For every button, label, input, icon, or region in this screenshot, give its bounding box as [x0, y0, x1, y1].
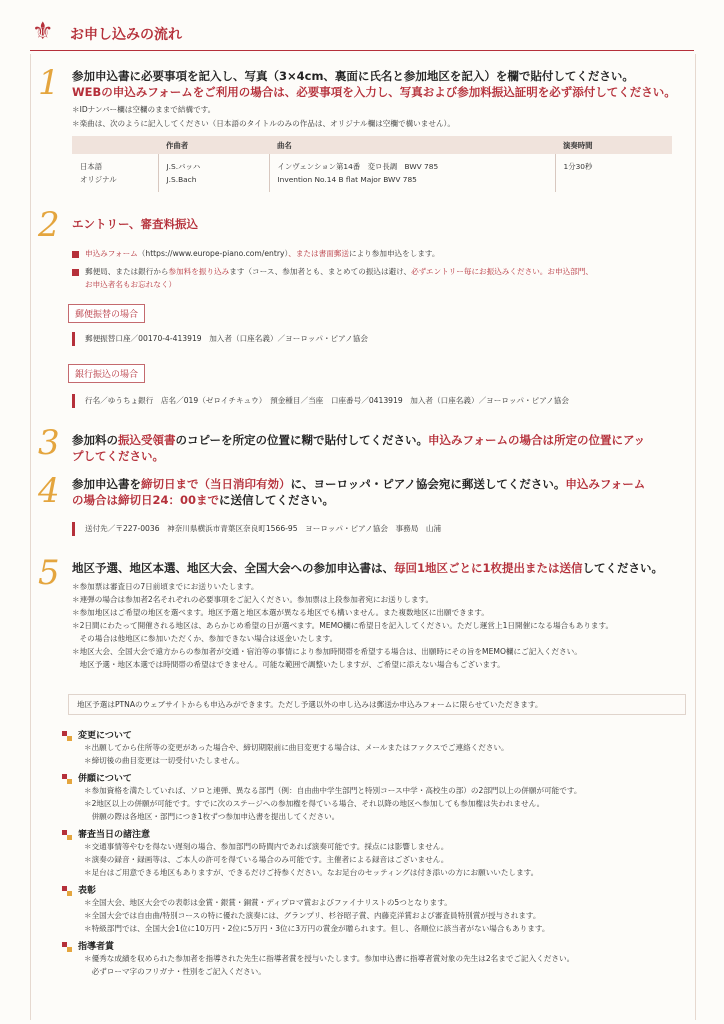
table-header-blank [72, 136, 158, 154]
step1-lead-b: WEBの申込みフォームをご利用の場合は、必要事項を入力し、写真および参加料振込証明を必ず添付してください。 [72, 85, 676, 99]
composer-original: J.S.Bach [166, 175, 197, 184]
section-exam-day-notes [62, 827, 692, 879]
section-heading: 審査当日の諸注意 [78, 830, 151, 840]
square-bullet-icon [62, 886, 72, 896]
list-item: ＊出願してから住所等の変更があった場合や、締切期限前に曲目変更する場合は、メールまたはファクスでご連絡ください。 [84, 743, 509, 752]
step2-bullet-1 [72, 247, 692, 260]
list-item: ＊全国大会、地区大会での表彰は金賞・銀賞・銅賞・ディプロマ賞およびファイナリストの5つとなります。 [84, 898, 452, 907]
title-japanese: インヴェンション第14番 変ロ長調 BWV 785 [277, 162, 439, 171]
bullet2-red: 参加料を振り込み [168, 267, 230, 276]
mailing-address: 送付先／〒227-0036 神奈川県横浜市青葉区奈良町1566-95 ヨーロッパ・ピアノ協会 事務局 山浦 [72, 522, 685, 536]
title-original: Invention No.14 B flat Major BWV 785 [277, 175, 417, 184]
step3-text: 参加料の振込受領書のコピーを所定の位置に糊で貼付してください。申込みフォームの場合は所定の位置にアッ プしてください。 [72, 433, 646, 463]
fleur-de-lis-icon: ⚜ [32, 17, 54, 45]
section-awards [62, 883, 692, 935]
square-bullet-icon [62, 774, 72, 784]
entry-form-url: （https://www.europe-piano.com/entry） [137, 249, 289, 258]
table-header-row [72, 136, 672, 154]
bullet1-tail: により参加申込をします。 [348, 249, 440, 258]
table-cell-labels [72, 154, 158, 192]
red-square-icon [72, 269, 79, 276]
table-row [72, 154, 672, 192]
label-japanese: 日本語 [80, 162, 103, 171]
step1-note-2: ＊楽曲は、次のように記入してください（日本語のタイトルのみの作品は、オリジナル欄は空欄で構いません）。 [72, 119, 455, 128]
postal-tag: 郵便振替の場合 [68, 302, 145, 323]
bank-account: 行名／ゆうちょ銀行 店名／019（ゼロイチキュウ） 預金種目／当座 口座番号／0413919 加入者（口座名義）／ヨーロッパ・ピアノ協会 [72, 394, 685, 408]
postal-account: 郵便振替口座／00170-4-413919 加入者（口座名義）／ヨーロッパ・ピアノ協会 [72, 332, 685, 346]
page-title: お申し込みの流れ [70, 27, 182, 43]
table-cell-title [269, 154, 555, 192]
section-multiple-applications [62, 771, 692, 823]
mail-label: 、または書面郵送 [288, 249, 349, 258]
table-header-title: 曲名 [269, 136, 555, 154]
list-item: ＊足台はご用意できる地区もありますが、できるだけご持参ください。なお足台のセッティングは付き添いの方にお願いいたします。 [84, 868, 539, 877]
step-number-2: 2 [38, 205, 60, 245]
list-item: ＊演奏の録音・録画等は、ご本人の許可を得ている場合のみ可能です。主催者による録音はございません。 [84, 855, 449, 864]
square-bullet-icon [62, 731, 72, 741]
section-heading: 変更について [78, 731, 132, 741]
bullet2-a: 郵便局、または銀行から [85, 267, 169, 276]
list-item: ＊2日間にわたって開催される地区は、あらかじめ希望の日が選べます。MEMO欄に希望日を記入してください。ただし運営上1日開催になる場合もあります。 [72, 621, 614, 630]
list-item: ＊参加票は審査日の7日前頃までにお送りいたします。 [72, 582, 259, 591]
composer-japanese: J.S.バッハ [166, 162, 201, 171]
info-sections [62, 728, 692, 978]
list-item: ＊2地区以上の併願が可能です。すでに次のステージへの参加権を得ている場合、それ以降の地区へ参加しても参加権は失われません。 [84, 799, 545, 808]
list-item: ＊交通事情等やむを得ない遅刻の場合、参加部門の時間内であれば演奏可能です。採点には影響しません。 [84, 842, 449, 851]
square-bullet-icon [62, 942, 72, 952]
table-cell-composer [158, 154, 269, 192]
list-item: その場合は他地区に参加いただくか、参加できない場合は返金いたします。 [72, 634, 338, 643]
entry-form-label: 申込みフォーム [85, 249, 138, 258]
step-number-5: 5 [38, 553, 60, 593]
list-item: 必ずローマ字のフリガナ・性別をご記入ください。 [84, 967, 266, 976]
composition-table [72, 136, 672, 192]
page-header [30, 14, 694, 51]
label-original: オリジナル [80, 175, 117, 184]
table-cell-time [555, 154, 672, 192]
step5-notes [72, 580, 692, 671]
square-bullet-icon [62, 830, 72, 840]
step1-lead [72, 68, 692, 100]
section-heading: 表彰 [78, 886, 97, 896]
list-item: ＊参加資格を満たしていれば、ソロと連弾、異なる部門（例：自由曲中学生部門と特別コース中学・高校生の部）の2部門以上の併願が可能です。 [84, 786, 582, 795]
step2-title: エントリー、審査料振込 [72, 217, 199, 231]
list-item: ＊特級部門では、全国大会1位に10万円・2位に5万円・3位に3万円の賞金が贈られます。但し、各順位に該当者がない場合もあります。 [84, 924, 550, 933]
red-square-icon [72, 251, 79, 258]
step-number-4: 4 [38, 471, 60, 511]
bank-tag: 銀行振込の場合 [68, 362, 145, 383]
step-number-1: 1 [38, 63, 60, 103]
performance-time: 1分30秒 [563, 162, 593, 171]
step5-text: 地区予選、地区本選、地区大会、全国大会への参加申込書は、毎回1地区ごとに1枚提出または送信してください。 [72, 561, 664, 575]
list-item: 地区予選・地区本選では時間帯の希望はできません。可能な範囲で調整いたしますが、ご希望に添えない場合もございます。 [72, 660, 505, 669]
table-header-time: 演奏時間 [555, 136, 672, 154]
section-changes [62, 728, 692, 767]
bullet2-red3: お申込者名もお忘れなく） [85, 280, 177, 289]
list-item: ＊参加地区はご希望の地区を選べます。地区予選と地区本選が異なる地区でも構いません。また複数地区に出願できます。 [72, 608, 489, 617]
step-number-3: 3 [38, 423, 60, 463]
ptna-note: 地区予選はPTNAのウェブサイトからも申込みができます。ただし予選以外の申し込みは郵送か申込みフォームに限らせていただきます。 [68, 694, 686, 715]
list-item: ＊全国大会では自由曲/特別コースの特に優れた演奏には、グランプリ、杉谷昭子賞、内藤克洋賞および審査員特別賞が授与されます。 [84, 911, 541, 920]
section-heading: 指導者賞 [78, 942, 115, 952]
step2-bullet-2 [72, 265, 692, 291]
list-item: ＊連弾の場合は参加者2名それぞれの必要事項をご記入ください。参加票は上段参加者宛にお送りします。 [72, 595, 434, 604]
section-teacher-award [62, 939, 692, 978]
step4-text: 参加申込書を締切日まで（当日消印有効）に、ヨーロッパ・ピアノ協会宛に郵送してください。申込みフォーム の場合は締切日24：00までに送信してください。 [72, 477, 646, 507]
list-item: ＊地区大会、全国大会で遠方からの参加者が交通・宿泊等の事情により参加時間帯を希望する場合は、出願時にその旨をMEMO欄にご記入ください。 [72, 647, 582, 656]
list-item: ＊締切後の曲目変更は一切受付いたしません。 [84, 756, 244, 765]
step1-lead-a: 参加申込書に必要事項を記入し、写真（3×4cm、裏面に氏名と参加地区を記入）を欄で貼付してください。 [72, 69, 634, 83]
step1-note-1: ＊IDナンバー欄は空欄のままで結構です。 [72, 105, 216, 114]
list-item: ＊優秀な成績を収められた参加者を指導された先生に指導者賞を授与いたします。参加申込書に指導者賞対象の先生は2名までご記入ください。 [84, 954, 575, 963]
table-header-composer: 作曲者 [158, 136, 269, 154]
bullet2-red2: 必ずエントリー毎にお振込みください。お申込部門、 [411, 267, 593, 276]
bullet2-b: ます（コース、参加者とも、まとめての振込は避け、 [229, 267, 412, 276]
list-item: 併願の際は各地区・部門につき1枚ずつ参加申込書を提出してください。 [84, 812, 340, 821]
section-heading: 併願について [78, 774, 132, 784]
